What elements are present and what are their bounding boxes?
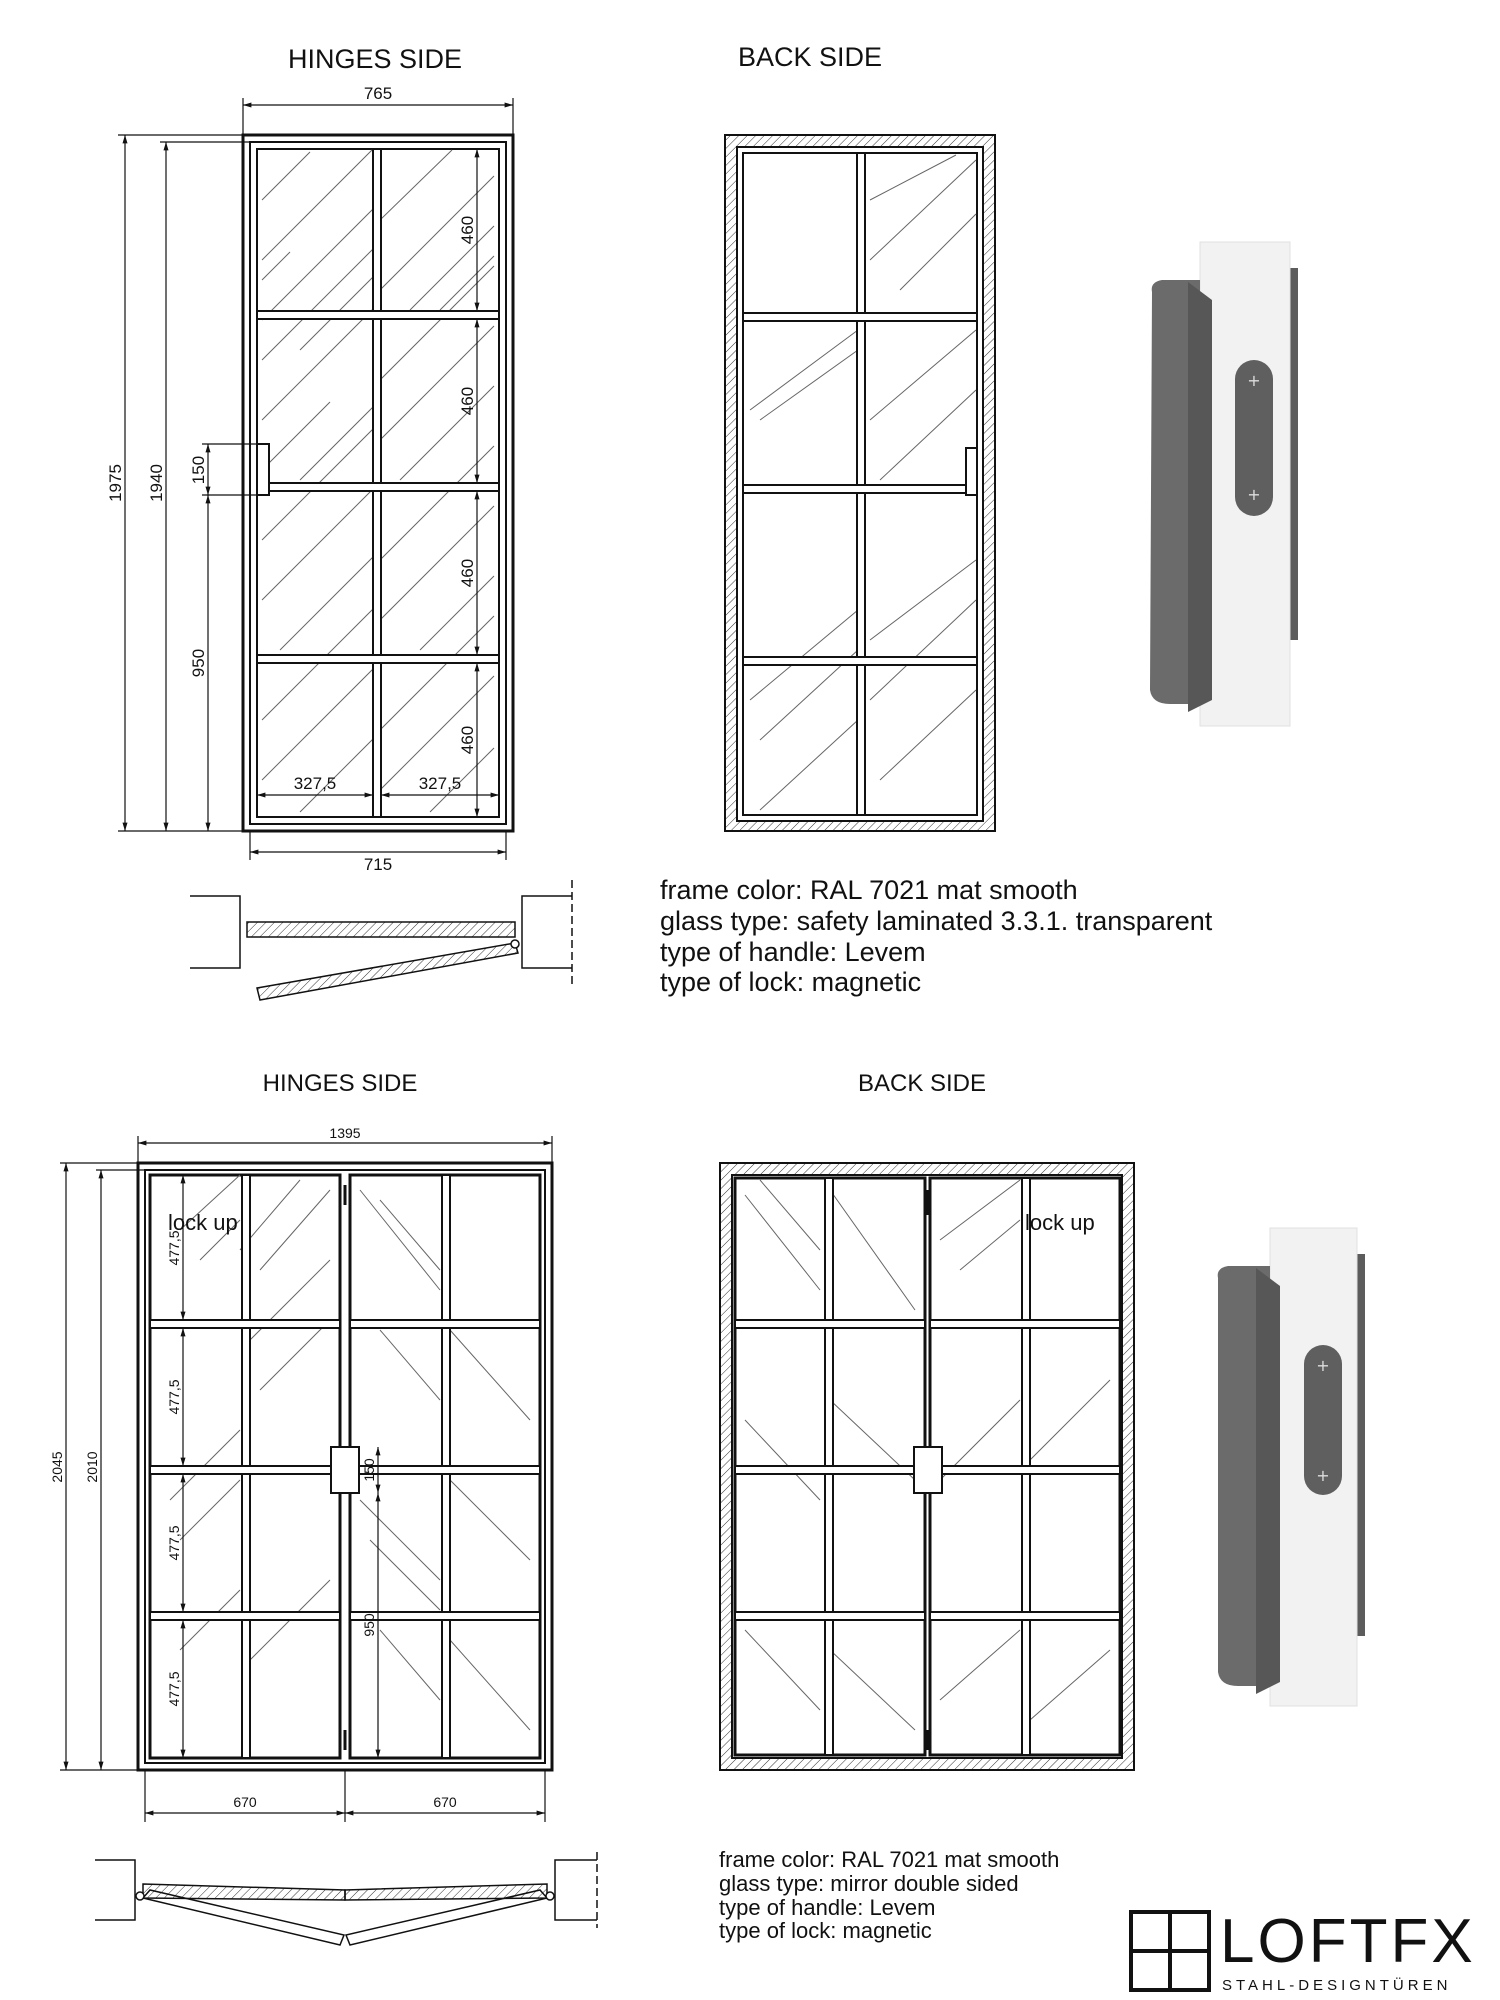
door1-back-title: BACK SIDE [737, 42, 883, 72]
door2-hinges-title: HINGES SIDE [262, 1070, 418, 1097]
dim-477-2: 477,5 [166, 1379, 182, 1415]
dim-150: 150 [189, 455, 208, 485]
svg-text:+: + [1316, 1356, 1330, 1375]
dim-1975: 1975 [106, 464, 125, 502]
dim-2010: 2010 [84, 1451, 100, 1483]
door2-back-handle [914, 1447, 942, 1493]
dim-150-d2: 150 [361, 1458, 377, 1482]
dim-327-left: 327,5 [293, 774, 337, 793]
svg-text:+: + [1316, 1466, 1330, 1485]
dim-477-3: 477,5 [166, 1525, 182, 1561]
door1-spec-glass-type: glass type: safety laminated 3.3.1. transparent [660, 905, 1213, 936]
door1-spec-handle-type: type of handle: Levem [660, 936, 926, 967]
door2-spec-list [719, 1848, 1059, 1943]
dim-477-1: 477,5 [166, 1230, 182, 1266]
door1-handle [257, 444, 269, 495]
door2-spec-lock-type: type of lock: magnetic [719, 1918, 932, 1944]
dim-950: 950 [189, 648, 208, 678]
door1-back-side [725, 135, 995, 831]
door2-handle [331, 1447, 359, 1493]
door1-back-handle [966, 448, 977, 495]
dim-765: 765 [363, 84, 393, 103]
logo-name: LOFTFX [1220, 1907, 1476, 1976]
dim-715: 715 [363, 855, 393, 874]
dim-2045: 2045 [49, 1451, 65, 1483]
handle-render-1 [1150, 242, 1298, 726]
dim-460-4: 460 [458, 725, 477, 755]
dim-1395: 1395 [329, 1125, 361, 1141]
dim-460-1: 460 [458, 215, 477, 245]
logo-tagline: STAHL-DESIGNTÜREN [1222, 1977, 1452, 1994]
door2-back-side [720, 1163, 1134, 1770]
handle-render-2 [1218, 1228, 1365, 1706]
door1-spec-list [660, 875, 1212, 998]
door1-plan-view [190, 880, 572, 1000]
lock-up-label-back: lock up [1025, 1210, 1095, 1235]
dim-670-right: 670 [433, 1794, 457, 1810]
svg-text:+: + [1247, 485, 1261, 504]
dim-950-d2: 950 [361, 1613, 377, 1637]
dim-1940: 1940 [147, 464, 166, 502]
dim-670-left: 670 [233, 1794, 257, 1810]
svg-text:+: + [1247, 371, 1261, 390]
door1-spec-frame-color: frame color: RAL 7021 mat smooth [660, 875, 1078, 905]
loftfx-logo [1131, 1907, 1476, 1994]
door2-spec-frame-color: frame color: RAL 7021 mat smooth [719, 1847, 1060, 1872]
dim-327-right: 327,5 [418, 774, 462, 793]
door2-spec-glass-type: glass type: mirror double sided [719, 1870, 1019, 1896]
dim-477-4: 477,5 [166, 1671, 182, 1707]
lock-up-label-front: lock up [168, 1210, 238, 1235]
dim-460-3: 460 [458, 558, 477, 588]
dim-460-2: 460 [458, 386, 477, 416]
door1-hinges-title: HINGES SIDE [287, 44, 463, 74]
door1-spec-lock-type: type of lock: magnetic [660, 967, 922, 998]
door2-spec-handle-type: type of handle: Levem [719, 1894, 936, 1920]
door2-plan-view [95, 1852, 597, 1945]
door2-back-title: BACK SIDE [857, 1070, 987, 1097]
door2-hinges-side [138, 1163, 552, 1770]
window-grid-icon [1131, 1912, 1209, 1990]
